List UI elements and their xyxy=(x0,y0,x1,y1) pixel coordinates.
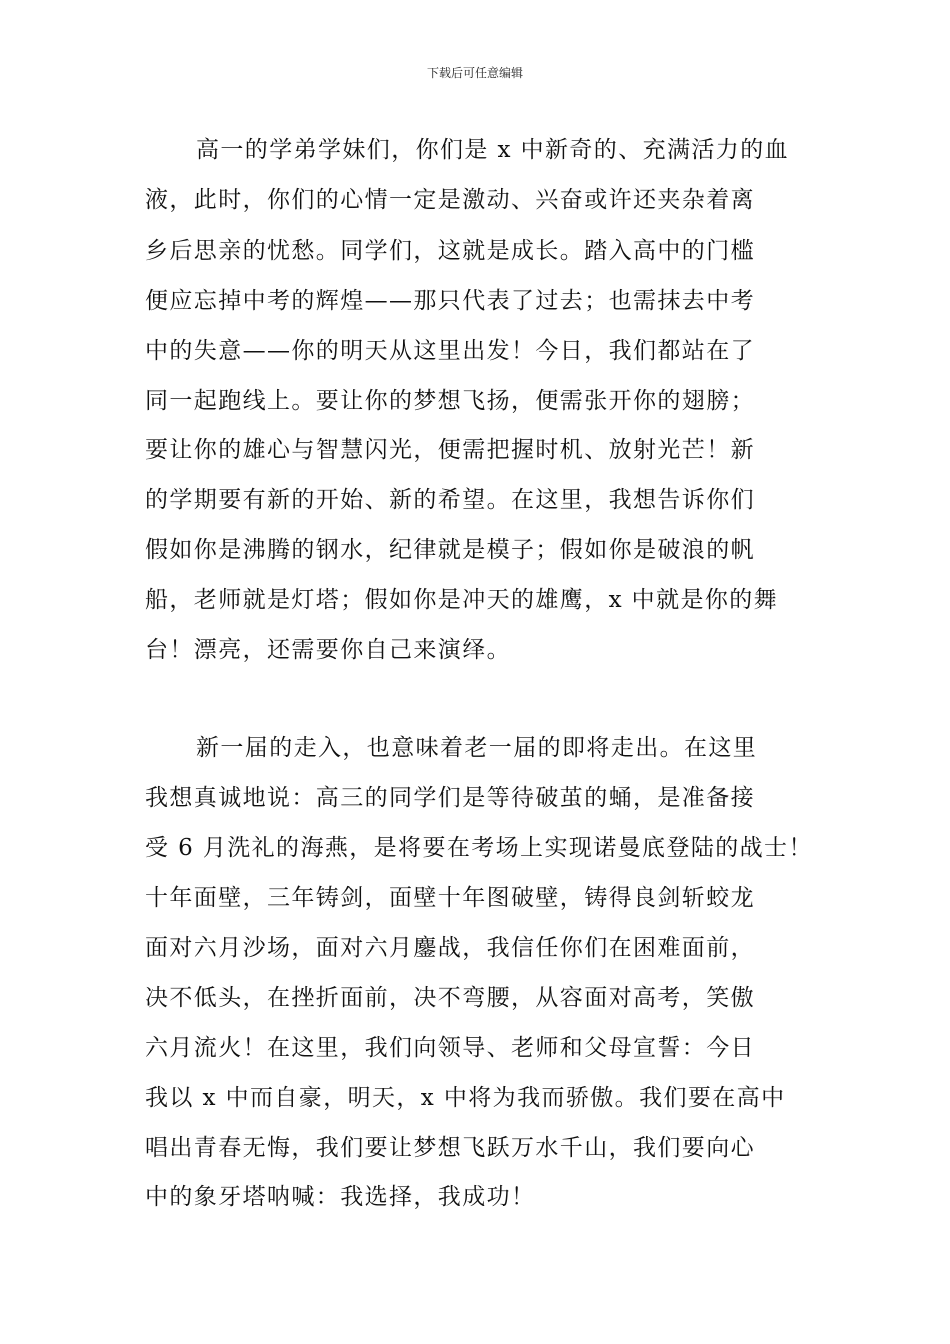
paragraph-line: 高一的学弟学妹们，你们是 x 中新奇的、充满活力的血 xyxy=(196,137,789,163)
paragraph-line: 船，老师就是灯塔；假如你是冲天的雄鹰，x 中就是你的舞 xyxy=(145,587,779,613)
header-note: 下载后可任意编辑 xyxy=(426,66,523,80)
paragraph-line: 同一起跑线上。要让你的梦想飞扬，便需张开你的翅膀； xyxy=(145,388,755,414)
paragraph-line: 我以 x 中而自豪，明天，x 中将为我而骄傲。我们要在高中 xyxy=(145,1085,786,1111)
paragraph-line: 的学期要有新的开始、新的希望。在这里，我想告诉你们 xyxy=(145,487,755,513)
paragraph-line: 中的失意——你的明天从这里出发！今日，我们都站在了 xyxy=(145,338,755,364)
paragraph-line: 决不低头，在挫折面前，决不弯腰，从容面对高考，笑傲 xyxy=(145,985,755,1011)
paragraph-line: 乡后思亲的忧愁。同学们，这就是成长。踏入高中的门槛 xyxy=(145,238,755,264)
paragraph-line: 台！漂亮，还需要你自己来演绎。 xyxy=(145,637,511,663)
paragraph-line: 我想真诚地说：高三的同学们是等待破茧的蛹，是准备接 xyxy=(145,785,755,811)
paragraph-line: 要让你的雄心与智慧闪光，便需把握时机、放射光芒！新 xyxy=(145,437,755,463)
paragraph-line: 假如你是沸腾的钢水，纪律就是模子；假如你是破浪的帆 xyxy=(145,537,755,563)
paragraph-line: 受 6 月洗礼的海燕，是将要在考场上实现诺曼底登陆的战士！ xyxy=(145,835,813,861)
paragraph-line: 面对六月沙场，面对六月鏖战，我信任你们在困难面前， xyxy=(145,935,755,961)
paragraph-line: 新一届的走入，也意味着老一届的即将走出。在这里 xyxy=(196,735,758,761)
paragraph-line: 液，此时，你们的心情一定是激动、兴奋或许还夹杂着离 xyxy=(145,187,755,213)
paragraph-line: 六月流火！在这里，我们向领导、老师和父母宣誓：今日 xyxy=(145,1035,755,1061)
paragraph-line: 中的象牙塔呐喊：我选择，我成功！ xyxy=(145,1184,536,1210)
paragraph-line: 唱出青春无悔，我们要让梦想飞跃万水千山，我们要向心 xyxy=(145,1135,755,1161)
paragraph-line: 便应忘掉中考的辉煌——那只代表了过去；也需抹去中考 xyxy=(145,288,755,314)
paragraph-line: 十年面壁，三年铸剑，面壁十年图破壁，铸得良剑斩蛟龙 xyxy=(145,885,755,911)
